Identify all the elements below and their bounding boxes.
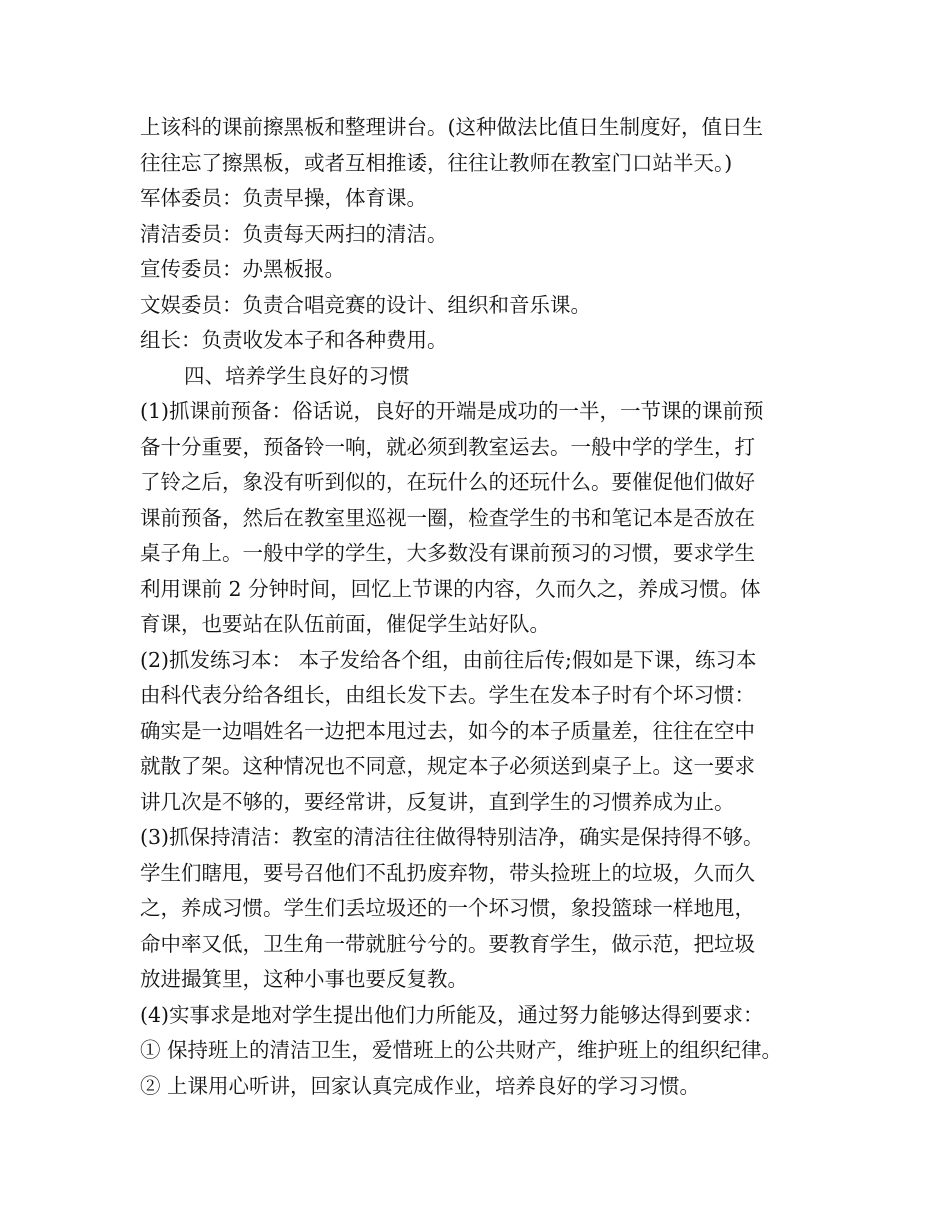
text-line: 备十分重要，预备铃一响，就必须到教室运去。一般中学的学生，打 [140,434,755,459]
text-line: 了铃之后，象没有听到似的，在玩什么的还玩什么。要催促他们做好 [140,470,755,494]
text-line: 课前预备，然后在教室里巡视一圈，检查学生的书和笔记本是否放在 [140,505,755,530]
text-line: 之，养成习惯。学生们丢垃圾还的一个坏习惯，象投篮球一样地甩， [140,896,755,920]
text-line: 学生们瞎甩，要号召他们不乱扔废弃物，带头捡班上的垃圾，久而久 [140,860,755,885]
text-line: 清洁委员：负责每天两扫的清洁。 [140,221,448,246]
text-line: 利用课前 2 分钟时间，回忆上节课的内容，久而久之，养成习惯。体 [140,576,761,601]
text-line: (2)抓发练习本： 本子发给各个组，由前往后传;假如是下课，练习本 [140,647,757,672]
text-line: 宣传委员：办黑板报。 [140,257,345,281]
text-line: 文娱委员：负责合唱竞赛的设计、组织和音乐课。 [140,292,591,317]
text-line: (3)抓保持清洁：教室的清洁往往做得特别洁净，确实是保持得不够。 [140,825,764,849]
text-line: 桌子角上。一般中学的学生，大多数没有课前预习的习惯，要求学生 [140,541,755,565]
text-line: ① 保持班上的清洁卫生，爱惜班上的公共财产，维护班上的组织纪律。 [140,1038,783,1062]
text-line: 讲几次是不够的，要经常讲，反复讲，直到学生的习惯养成为止。 [140,789,735,814]
section-heading: 四、培养学生良好的习惯 [184,363,410,388]
text-line: (1)抓课前预备：俗话说，良好的开端是成功的一半，一节课的课前预 [140,399,764,423]
text-line: 育课，也要站在队伍前面，催促学生站好队。 [140,612,550,636]
document-page [140,110,820,1104]
text-line: 命中率又低，卫生角一带就脏兮兮的。要教育学生，做示范，把垃圾 [140,931,755,956]
text-line: 由科代表分给各组长，由组长发下去。学生在发本子时有个坏习惯： [140,683,755,707]
text-line: 上该科的课前擦黑板和整理讲台。(这种做法比值日生制度好，值日生 [140,115,763,139]
text-line: (4)实事求是地对学生提出他们力所能及，通过努力能够达得到要求： [140,1002,764,1027]
text-line: 组长：负责收发本子和各种费用。 [140,328,448,352]
text-line: ② 上课用心听讲，回家认真完成作业，培养良好的学习习惯。 [140,1073,701,1098]
text-line: 确实是一边唱姓名一边把本甩过去，如今的本子质量差，往往在空中 [140,718,755,743]
text-line: 军体委员：负责早操，体育课。 [140,186,427,210]
text-line: 放进撮箕里，这种小事也要反复教。 [140,967,468,991]
text-line: 往往忘了擦黑板，或者互相推诿，往往让教师在教室门口站半天。) [140,150,733,175]
text-line: 就散了架。这种情况也不同意，规定本子必须送到桌子上。这一要求 [140,754,755,778]
